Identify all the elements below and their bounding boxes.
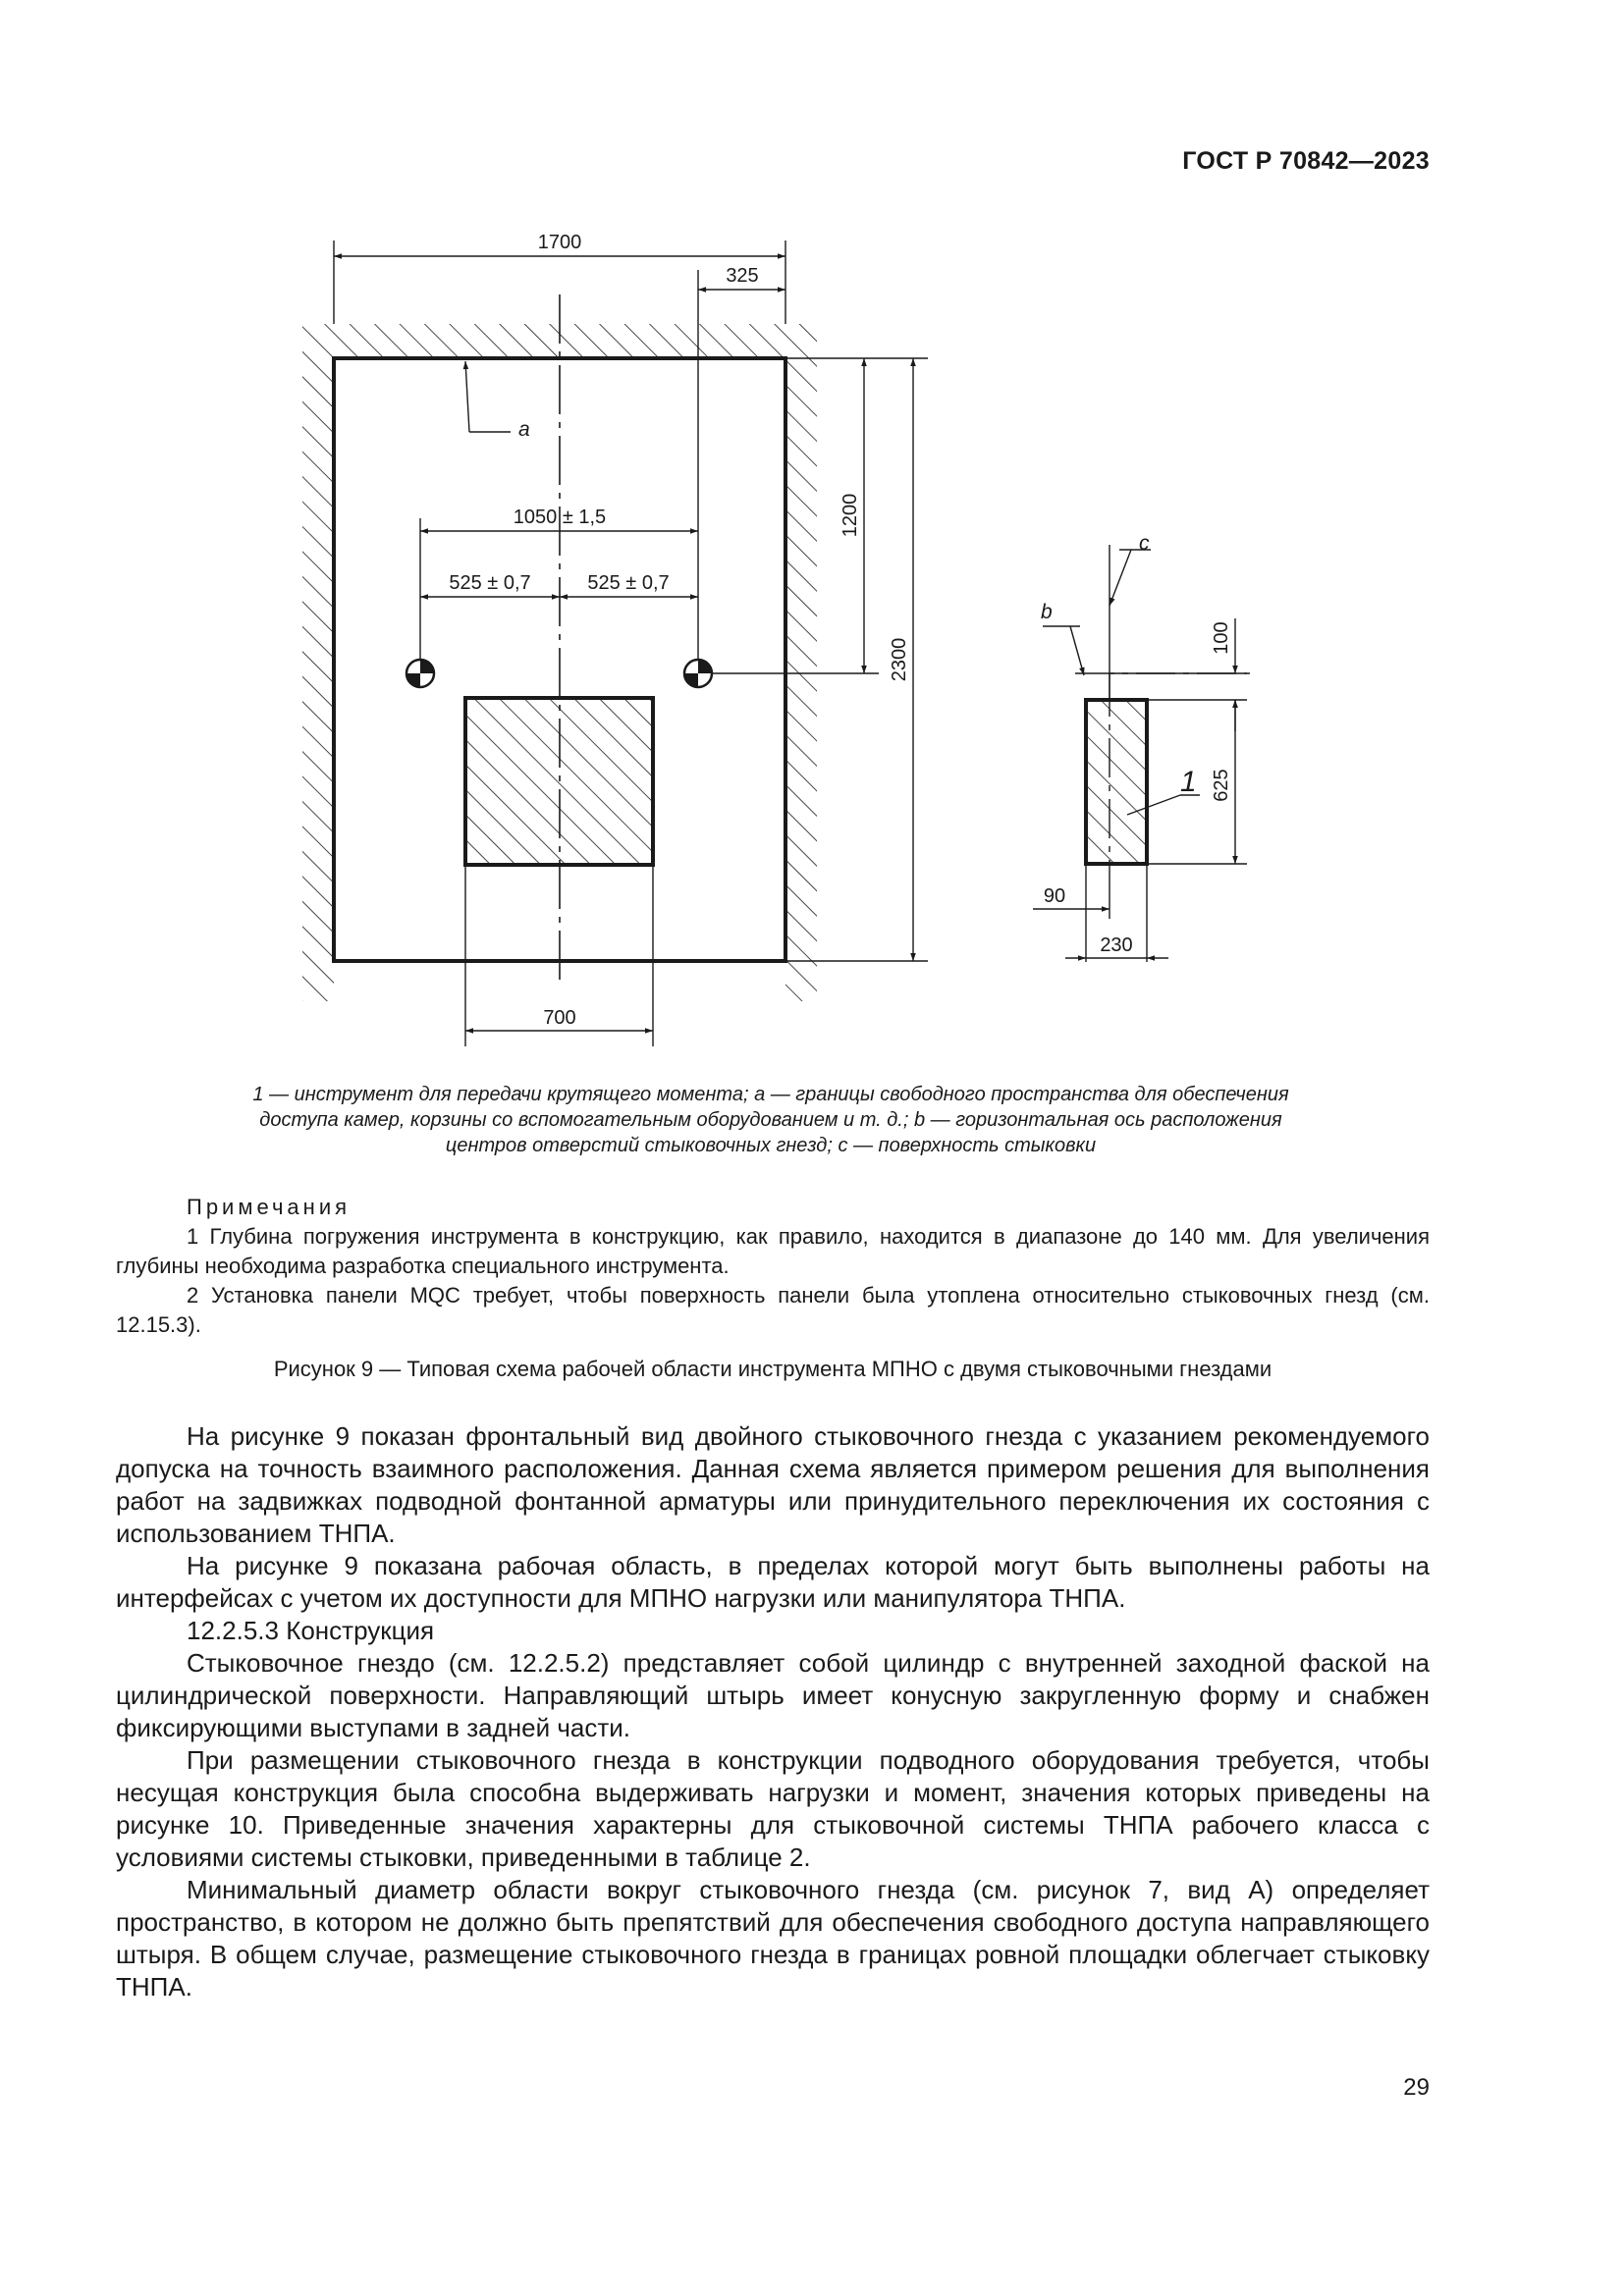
figure-legend — [167, 1082, 1375, 1158]
figure-caption: Рисунок 9 — Типовая схема рабочей области инструмента МПНО с двумя стыковочными гнездами — [273, 1357, 1272, 1381]
note-item: 1 Глубина погружения инструмента в конструкцию, как правило, находится в диапазоне до 140 мм. Для увеличения глубины необходима разработка специального инструмента. — [116, 1224, 1430, 1278]
receptacle-right — [684, 660, 712, 687]
paragraph: На рисунке 9 показана рабочая область, в пределах которой могут быть выполнены работы на интерфейсах с учетом их доступности для МПНО нагрузки или манипулятора ТНПА. — [116, 1551, 1430, 1613]
dim-side-height: 625 — [1211, 769, 1232, 802]
label-surface-c: c — [1139, 532, 1150, 555]
legend-line: 1 — инструмент для передачи крутящего момента; a — границы свободного пространства для обеспечения — [252, 1084, 1289, 1105]
side-view — [1075, 545, 1252, 864]
dim-width-total: 1700 — [537, 232, 582, 253]
paragraph: Стыковочное гнездо (см. 12.2.5.2) представляет собой цилиндр с внутренней заходной фаской на цилиндрической поверхности. Направляющий штырь имеет конусную закругленную форму и снабжен фиксирующими выступами в задней части. — [116, 1648, 1430, 1742]
label-axis-b: b — [1041, 601, 1053, 623]
dim-right-offset: 325 — [726, 265, 759, 287]
dim-spacing-left: 525 ± 0,7 — [449, 572, 531, 594]
dim-side-offset: 90 — [1043, 885, 1066, 907]
label-boundary-a: a — [518, 418, 530, 441]
standard-id: ГОСТ Р 70842—2023 — [1182, 147, 1430, 175]
receptacle-left — [406, 660, 434, 687]
legend-line: центров отверстий стыковочных гнезд; c — поверхность стыковки — [445, 1135, 1097, 1156]
paragraph: Минимальный диаметр области вокруг стыковочного гнезда (см. рисунок 7, вид А) определяет пространство, в котором не должно быть препятствий для обеспечения свободного доступа направляющего штыря. В общем случае, размещение стыковочного гнезда в границах ровной площадки облегчает стыковку ТНПА. — [116, 1875, 1430, 2002]
dim-spacing-right: 525 ± 0,7 — [587, 572, 670, 594]
dim-side-width: 230 — [1100, 934, 1133, 956]
dim-height-axis: 1200 — [839, 493, 861, 538]
notes-title: Примечания — [187, 1195, 352, 1219]
figure-9-drawing — [0, 0, 1624, 1080]
label-tool-1: 1 — [1180, 766, 1197, 798]
paragraph: При размещении стыковочного гнезда в конструкции подводного оборудования требуется, чтобы несущая конструкция была способна выдерживать нагрузки и момент, значения которых приведены на рисунке 10. Приведенные значения характерны для стыковочной системы ТНПА рабочего класса с условиями системы стыковки, приведенными в таблице 2. — [116, 1745, 1430, 1872]
dim-spacing-total: 1050 ± 1,5 — [513, 507, 607, 528]
note-item: 2 Установка панели MQC требует, чтобы поверхность панели была утоплена относительно стыковочных гнезд (см. 12.15.3). — [116, 1283, 1430, 1337]
page-number: 29 — [1403, 2074, 1430, 2101]
dim-tool-width: 700 — [543, 1007, 576, 1029]
dim-height-total: 2300 — [889, 637, 910, 682]
body-text — [116, 1420, 1430, 2003]
section-heading: 12.2.5.3 Конструкция — [187, 1616, 435, 1645]
tool-area — [465, 698, 653, 865]
dim-side-top-gap: 100 — [1211, 621, 1232, 655]
notes-block — [116, 1193, 1430, 1340]
legend-line: доступа камер, корзины со вспомогательным оборудованием и т. д.; b — горизонтальная ось расположения — [259, 1109, 1282, 1131]
paragraph: На рисунке 9 показан фронтальный вид двойного стыковочного гнезда с указанием рекомендуемого допуска на точность взаимного расположения. Данная схема является примером решения для выполнения работ на задвижках подводной фонтанной арматуры или принудительного переключения их состояния с использованием ТНПА. — [116, 1421, 1430, 1548]
